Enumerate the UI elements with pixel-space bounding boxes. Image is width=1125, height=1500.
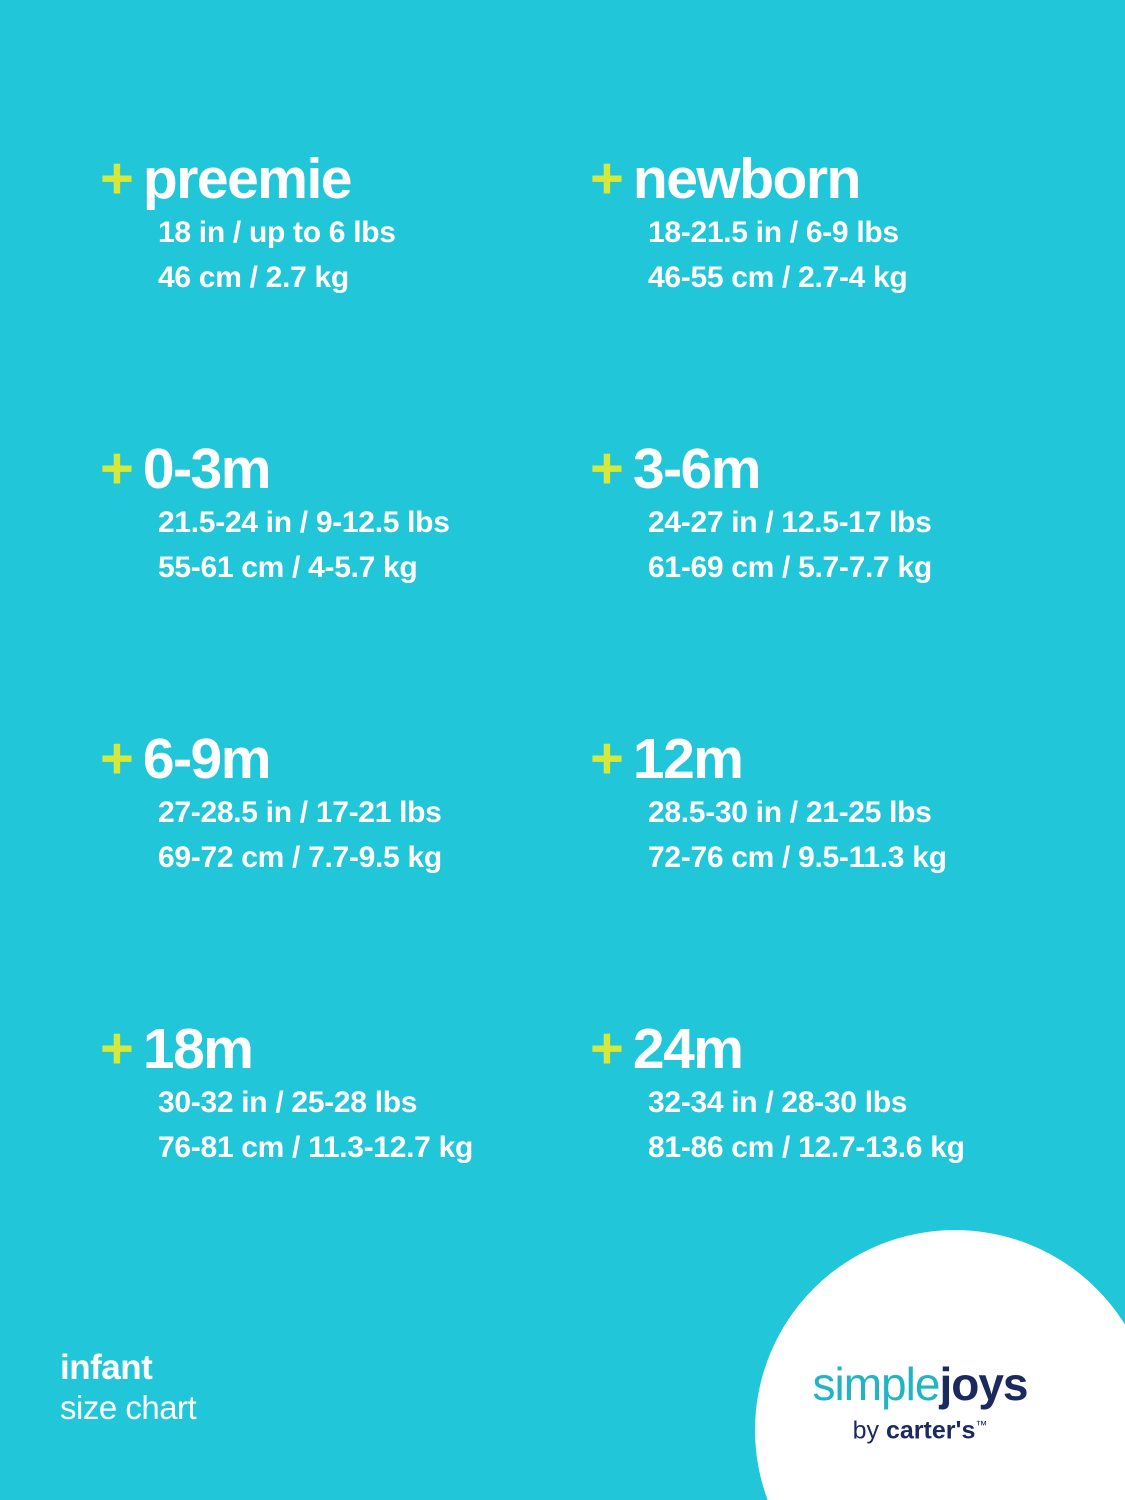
size-imperial: 18-21.5 in / 6-9 lbs bbox=[648, 216, 899, 249]
size-metric: 76-81 cm / 11.3-12.7 kg bbox=[158, 1131, 473, 1164]
logo-word-joys: joys bbox=[939, 1357, 1028, 1410]
size-metric: 61-69 cm / 5.7-7.7 kg bbox=[648, 551, 932, 584]
plus-icon: + bbox=[100, 146, 133, 211]
size-metric: 69-72 cm / 7.7-9.5 kg bbox=[158, 841, 442, 874]
size-cell-18m bbox=[100, 1016, 590, 1310]
brand-logo bbox=[795, 1357, 1045, 1445]
size-imperial: 27-28.5 in / 17-21 lbs bbox=[158, 796, 442, 829]
size-cell-6-9m bbox=[100, 726, 590, 1020]
chart-footer-label bbox=[60, 1348, 196, 1428]
size-name: preemie bbox=[142, 147, 351, 211]
plus-icon: + bbox=[590, 146, 623, 211]
size-name: 12m bbox=[632, 727, 743, 791]
size-name: 0-3m bbox=[142, 437, 270, 501]
size-grid bbox=[100, 146, 1060, 1310]
size-cell-newborn bbox=[590, 146, 1060, 440]
size-imperial: 24-27 in / 12.5-17 lbs bbox=[648, 506, 932, 539]
plus-icon: + bbox=[100, 436, 133, 501]
size-cell-0-3m bbox=[100, 436, 590, 730]
size-name: 6-9m bbox=[142, 727, 270, 791]
logo-byline bbox=[795, 1410, 1045, 1445]
size-metric: 55-61 cm / 4-5.7 kg bbox=[158, 551, 418, 584]
footer-title: infant bbox=[60, 1348, 153, 1387]
size-name: newborn bbox=[632, 147, 860, 211]
logo-word-simple: simple bbox=[812, 1357, 940, 1410]
plus-icon: + bbox=[590, 436, 623, 501]
size-imperial: 32-34 in / 28-30 lbs bbox=[648, 1086, 908, 1119]
size-metric: 81-86 cm / 12.7-13.6 kg bbox=[648, 1131, 965, 1164]
size-heading bbox=[100, 146, 590, 211]
size-cell-12m bbox=[590, 726, 1060, 1020]
plus-icon: + bbox=[100, 726, 133, 791]
logo-wordmark bbox=[795, 1357, 1045, 1410]
size-imperial: 30-32 in / 25-28 lbs bbox=[158, 1086, 418, 1119]
logo-brand-name: carter's bbox=[886, 1416, 976, 1444]
size-heading bbox=[590, 146, 1060, 211]
size-heading bbox=[590, 1016, 1060, 1081]
size-heading bbox=[590, 726, 1060, 791]
size-name: 24m bbox=[632, 1017, 743, 1081]
size-imperial: 18 in / up to 6 lbs bbox=[158, 216, 396, 249]
size-cell-preemie bbox=[100, 146, 590, 440]
trademark-icon: ™ bbox=[975, 1417, 988, 1432]
size-name: 3-6m bbox=[632, 437, 760, 501]
size-heading bbox=[100, 436, 590, 501]
size-name: 18m bbox=[142, 1017, 253, 1081]
plus-icon: + bbox=[590, 1016, 623, 1081]
plus-icon: + bbox=[590, 726, 623, 791]
footer-subtitle: size chart bbox=[60, 1389, 197, 1426]
size-metric: 46 cm / 2.7 kg bbox=[158, 261, 349, 294]
plus-icon: + bbox=[100, 1016, 133, 1081]
size-metric: 46-55 cm / 2.7-4 kg bbox=[648, 261, 908, 294]
size-heading bbox=[100, 726, 590, 791]
size-imperial: 28.5-30 in / 21-25 lbs bbox=[648, 796, 932, 829]
logo-by-word: by bbox=[852, 1416, 880, 1444]
size-metric: 72-76 cm / 9.5-11.3 kg bbox=[648, 841, 947, 874]
size-cell-3-6m bbox=[590, 436, 1060, 730]
size-heading bbox=[100, 1016, 590, 1081]
size-heading bbox=[590, 436, 1060, 501]
size-imperial: 21.5-24 in / 9-12.5 lbs bbox=[158, 506, 450, 539]
